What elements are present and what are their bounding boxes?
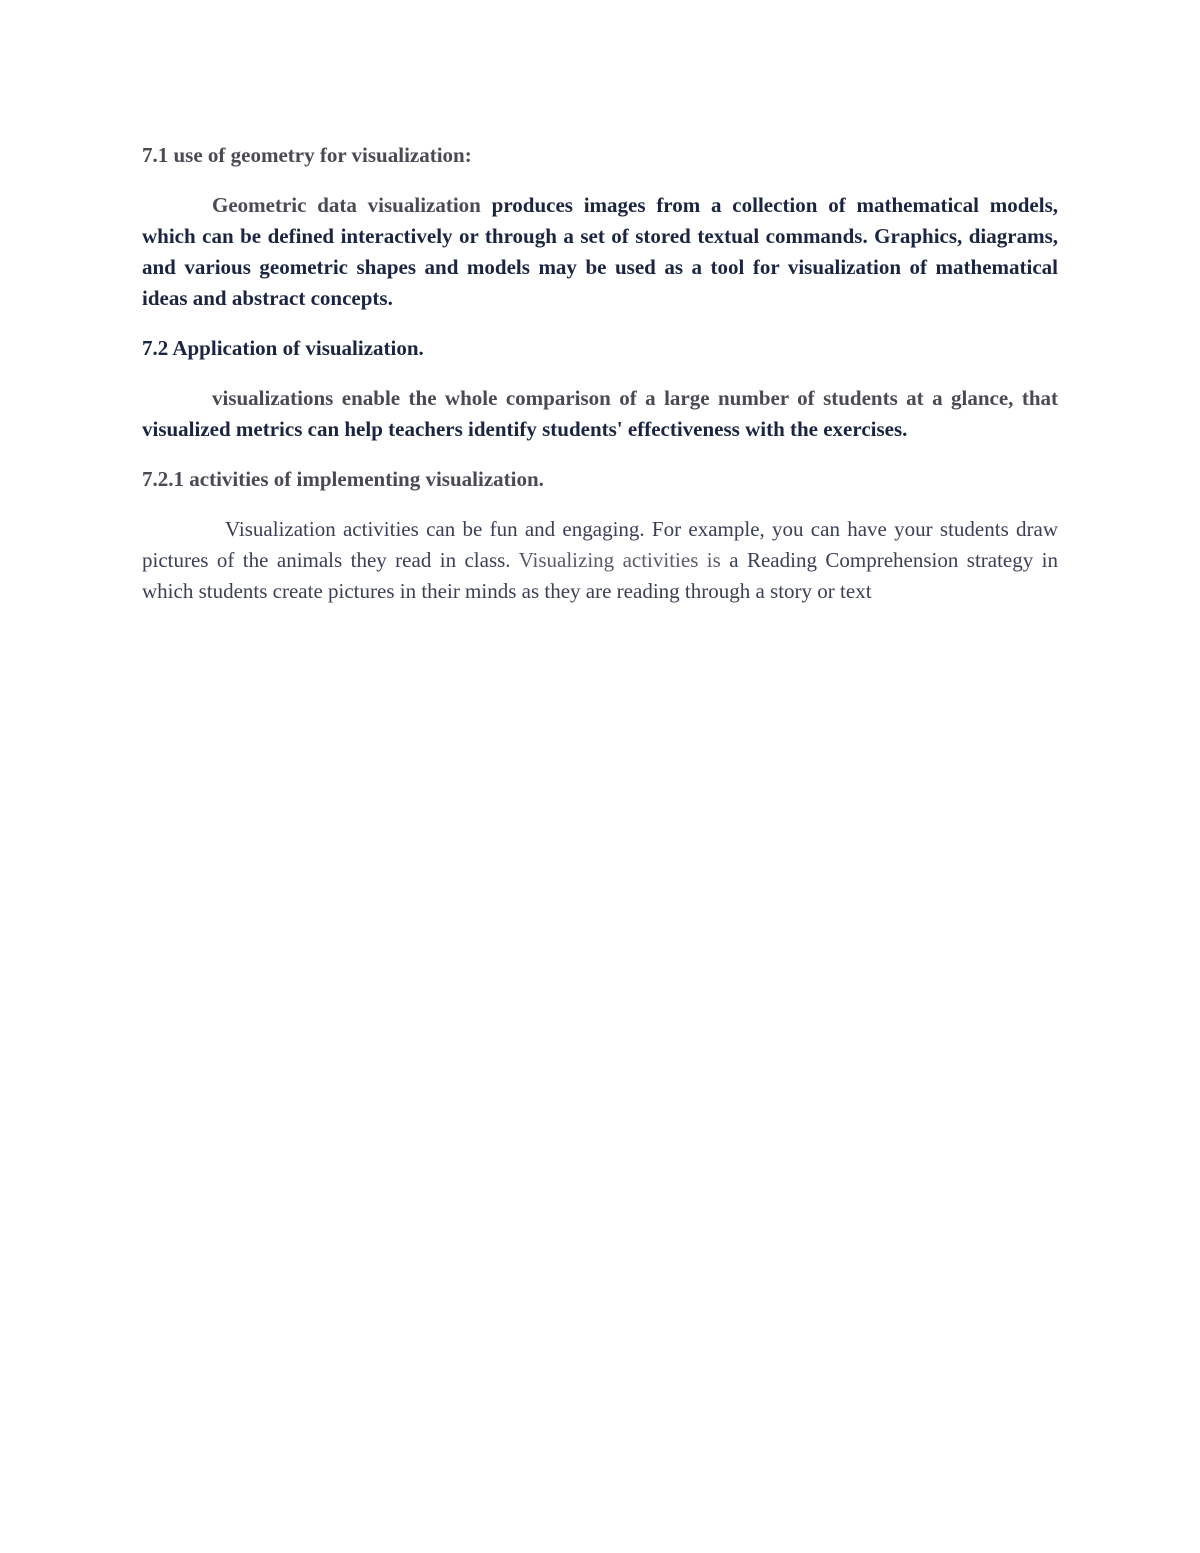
paragraph-visualization-activities [142,514,1058,607]
heading-7-2: 7.2 Application of visualization. [142,336,424,360]
paragraph-body-text: produces images from a collection of mathematical models, which can be defined interactively or through a set of stored textual commands. Graphics, diagrams, and various geometric shapes and models may be used as a tool for visualization of mathematical ideas and abstract concepts. [142,193,1058,310]
heading-7-2-1: 7.2.1 activities of implementing visualization. [142,467,544,491]
paragraph-body-text: visualized metrics can help teachers identify students' effectiveness with the exercises. [142,417,908,441]
paragraph-lead-text: Geometric data visualization [212,193,481,217]
paragraph-text-part-1: Visualization activities can be fun and engaging. For example, you can have your students draw pictures of the animals they read in class. [142,517,1058,572]
document-body [142,140,1058,607]
paragraph-text-part-2: Visualizing activities is [510,548,721,572]
paragraph-lead-text: visualizations enable the whole comparison of a large number of students at a glance, that [212,386,1058,410]
paragraph-geometry-visualization [142,190,1058,314]
paragraph-application-visualization [142,383,1058,445]
paragraph-text-part-3: a Reading Comprehension strategy in which students create pictures in their minds as they are reading through a story or text [142,548,1058,603]
heading-7-1: 7.1 use of geometry for visualization: [142,143,472,167]
